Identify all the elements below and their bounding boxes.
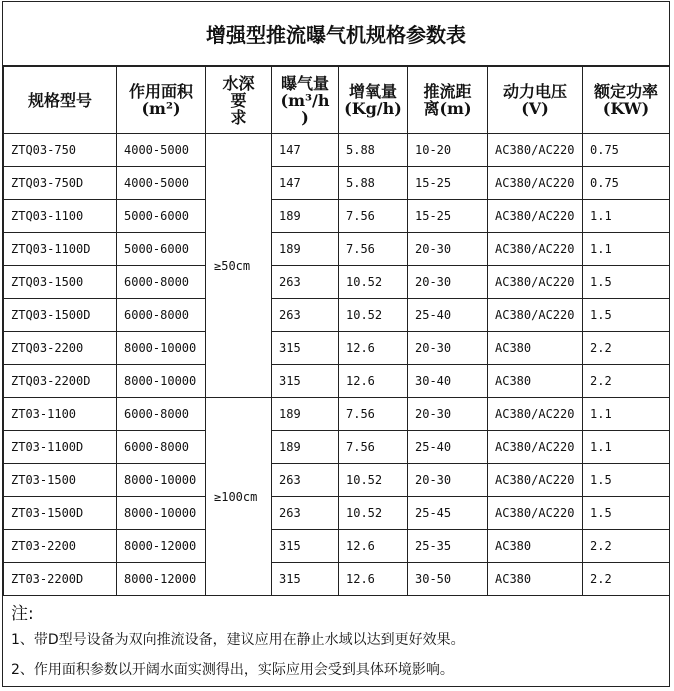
cell-area: 6000-8000 [117, 299, 206, 332]
cell-power: 1.5 [583, 299, 670, 332]
cell-oxygen: 5.88 [339, 134, 408, 167]
cell-voltage: AC380 [488, 530, 583, 563]
table-row [4, 200, 670, 233]
cell-aeration: 147 [272, 134, 339, 167]
header-depth-line: 求 [230, 107, 247, 127]
cell-model: ZTQ03-2200D [4, 365, 117, 398]
cell-power: 1.1 [583, 398, 670, 431]
cell-distance: 20-30 [408, 332, 488, 365]
cell-voltage: AC380/AC220 [488, 134, 583, 167]
cell-voltage: AC380/AC220 [488, 167, 583, 200]
note-line: 2、作用面积参数以开阔水面实测得出，实际应用会受到具体环境影响。 [11, 662, 454, 678]
cell-distance: 20-30 [408, 464, 488, 497]
cell-power: 1.1 [583, 431, 670, 464]
cell-area: 4000-5000 [117, 167, 206, 200]
cell-voltage: AC380/AC220 [488, 431, 583, 464]
table-row [4, 530, 670, 563]
header-depth-line: 水深 [222, 73, 255, 93]
table-row [4, 464, 670, 497]
table-row [4, 332, 670, 365]
table-row [4, 266, 670, 299]
cell-aeration: 263 [272, 266, 339, 299]
cell-model: ZTQ03-750D [4, 167, 117, 200]
cell-power: 0.75 [583, 167, 670, 200]
cell-model: ZT03-1500D [4, 497, 117, 530]
cell-aeration: 315 [272, 365, 339, 398]
cell-voltage: AC380/AC220 [488, 266, 583, 299]
header-row [4, 67, 670, 134]
cell-oxygen: 12.6 [339, 530, 408, 563]
header-voltage-line: (V) [521, 99, 549, 118]
header-depth [206, 67, 272, 134]
cell-power: 2.2 [583, 530, 670, 563]
notes-title: 注: [11, 604, 34, 624]
header-power-line: 额定功率 [593, 82, 658, 101]
table-row [4, 398, 670, 431]
cell-distance: 25-35 [408, 530, 488, 563]
cell-aeration: 189 [272, 398, 339, 431]
cell-area: 8000-10000 [117, 464, 206, 497]
cell-model: ZTQ03-2200 [4, 332, 117, 365]
cell-oxygen: 7.56 [339, 233, 408, 266]
cell-model: ZT03-1100 [4, 398, 117, 431]
cell-distance: 30-40 [408, 365, 488, 398]
cell-distance: 15-25 [408, 200, 488, 233]
cell-oxygen: 10.52 [339, 497, 408, 530]
header-model: 规格型号 [4, 67, 117, 134]
header-oxygen-line: 增氧量 [348, 82, 397, 101]
cell-aeration: 189 [272, 431, 339, 464]
cell-model: ZT03-1500 [4, 464, 117, 497]
header-distance-line: 推流距 [423, 82, 472, 101]
cell-distance: 15-25 [408, 167, 488, 200]
cell-voltage: AC380/AC220 [488, 299, 583, 332]
cell-aeration: 263 [272, 299, 339, 332]
header-power [583, 67, 670, 134]
cell-voltage: AC380/AC220 [488, 398, 583, 431]
table-row [4, 233, 670, 266]
depth-requirement-cell: ≥50cm [206, 134, 272, 398]
cell-area: 8000-12000 [117, 530, 206, 563]
cell-voltage: AC380/AC220 [488, 464, 583, 497]
spec-table [3, 66, 670, 596]
header-depth-line: 要 [230, 90, 247, 110]
note-line: 1、带D型号设备为双向推流设备，建议应用在静止水域以达到更好效果。 [11, 632, 465, 648]
cell-distance: 30-50 [408, 563, 488, 596]
cell-voltage: AC380/AC220 [488, 233, 583, 266]
header-power-line: (KW) [602, 99, 650, 118]
cell-power: 2.2 [583, 332, 670, 365]
cell-area: 5000-6000 [117, 200, 206, 233]
cell-aeration: 315 [272, 563, 339, 596]
table-row [4, 134, 670, 167]
cell-model: ZTQ03-1500D [4, 299, 117, 332]
cell-model: ZTQ03-1100 [4, 200, 117, 233]
header-distance-line: 离(m) [423, 99, 472, 118]
cell-voltage: AC380 [488, 365, 583, 398]
cell-power: 1.1 [583, 200, 670, 233]
cell-area: 8000-12000 [117, 563, 206, 596]
table-row [4, 299, 670, 332]
cell-power: 1.5 [583, 497, 670, 530]
header-area-label: 作用面积(m²) [128, 82, 193, 118]
header-oxygen-line: (Kg/h) [344, 99, 402, 118]
cell-power: 1.5 [583, 266, 670, 299]
header-voltage-line: 动力电压 [502, 82, 567, 101]
cell-power: 2.2 [583, 563, 670, 596]
cell-oxygen: 7.56 [339, 200, 408, 233]
cell-distance: 20-30 [408, 398, 488, 431]
cell-distance: 25-40 [408, 431, 488, 464]
cell-area: 8000-10000 [117, 497, 206, 530]
cell-voltage: AC380/AC220 [488, 497, 583, 530]
cell-oxygen: 12.6 [339, 563, 408, 596]
cell-oxygen: 5.88 [339, 167, 408, 200]
depth-requirement-cell: ≥100cm [206, 398, 272, 596]
cell-distance: 25-40 [408, 299, 488, 332]
cell-model: ZT03-2200D [4, 563, 117, 596]
table-row [4, 431, 670, 464]
cell-model: ZTQ03-1500 [4, 266, 117, 299]
table-title: 增强型推流曝气机规格参数表 [3, 2, 669, 67]
header-aeration-line: (m³/h [280, 90, 330, 110]
cell-area: 6000-8000 [117, 398, 206, 431]
table-row [4, 497, 670, 530]
cell-power: 2.2 [583, 365, 670, 398]
cell-aeration: 189 [272, 200, 339, 233]
cell-model: ZT03-2200 [4, 530, 117, 563]
cell-model: ZT03-1100D [4, 431, 117, 464]
header-aeration [272, 67, 339, 134]
cell-area: 5000-6000 [117, 233, 206, 266]
cell-voltage: AC380 [488, 332, 583, 365]
cell-oxygen: 12.6 [339, 332, 408, 365]
cell-aeration: 189 [272, 233, 339, 266]
cell-oxygen: 10.52 [339, 464, 408, 497]
cell-voltage: AC380/AC220 [488, 200, 583, 233]
cell-model: ZTQ03-750 [4, 134, 117, 167]
cell-aeration: 263 [272, 497, 339, 530]
cell-model: ZTQ03-1100D [4, 233, 117, 266]
header-aeration-line: 曝气量 [280, 73, 329, 93]
header-area [117, 67, 206, 134]
cell-aeration: 263 [272, 464, 339, 497]
header-aeration-line: ) [301, 107, 309, 127]
cell-power: 0.75 [583, 134, 670, 167]
notes-section [3, 590, 669, 686]
cell-oxygen: 10.52 [339, 299, 408, 332]
header-oxygen [339, 67, 408, 134]
cell-oxygen: 10.52 [339, 266, 408, 299]
cell-aeration: 147 [272, 167, 339, 200]
header-distance [408, 67, 488, 134]
cell-distance: 20-30 [408, 233, 488, 266]
cell-area: 8000-10000 [117, 332, 206, 365]
cell-distance: 25-45 [408, 497, 488, 530]
cell-oxygen: 12.6 [339, 365, 408, 398]
table-row [4, 365, 670, 398]
spec-table-body [4, 134, 670, 596]
cell-aeration: 315 [272, 332, 339, 365]
spec-sheet [2, 1, 670, 687]
cell-power: 1.5 [583, 464, 670, 497]
cell-area: 4000-5000 [117, 134, 206, 167]
cell-voltage: AC380 [488, 563, 583, 596]
cell-distance: 20-30 [408, 266, 488, 299]
cell-area: 8000-10000 [117, 365, 206, 398]
cell-area: 6000-8000 [117, 266, 206, 299]
cell-aeration: 315 [272, 530, 339, 563]
cell-distance: 10-20 [408, 134, 488, 167]
cell-area: 6000-8000 [117, 431, 206, 464]
header-voltage [488, 67, 583, 134]
cell-oxygen: 7.56 [339, 431, 408, 464]
cell-power: 1.1 [583, 233, 670, 266]
cell-oxygen: 7.56 [339, 398, 408, 431]
table-row [4, 167, 670, 200]
